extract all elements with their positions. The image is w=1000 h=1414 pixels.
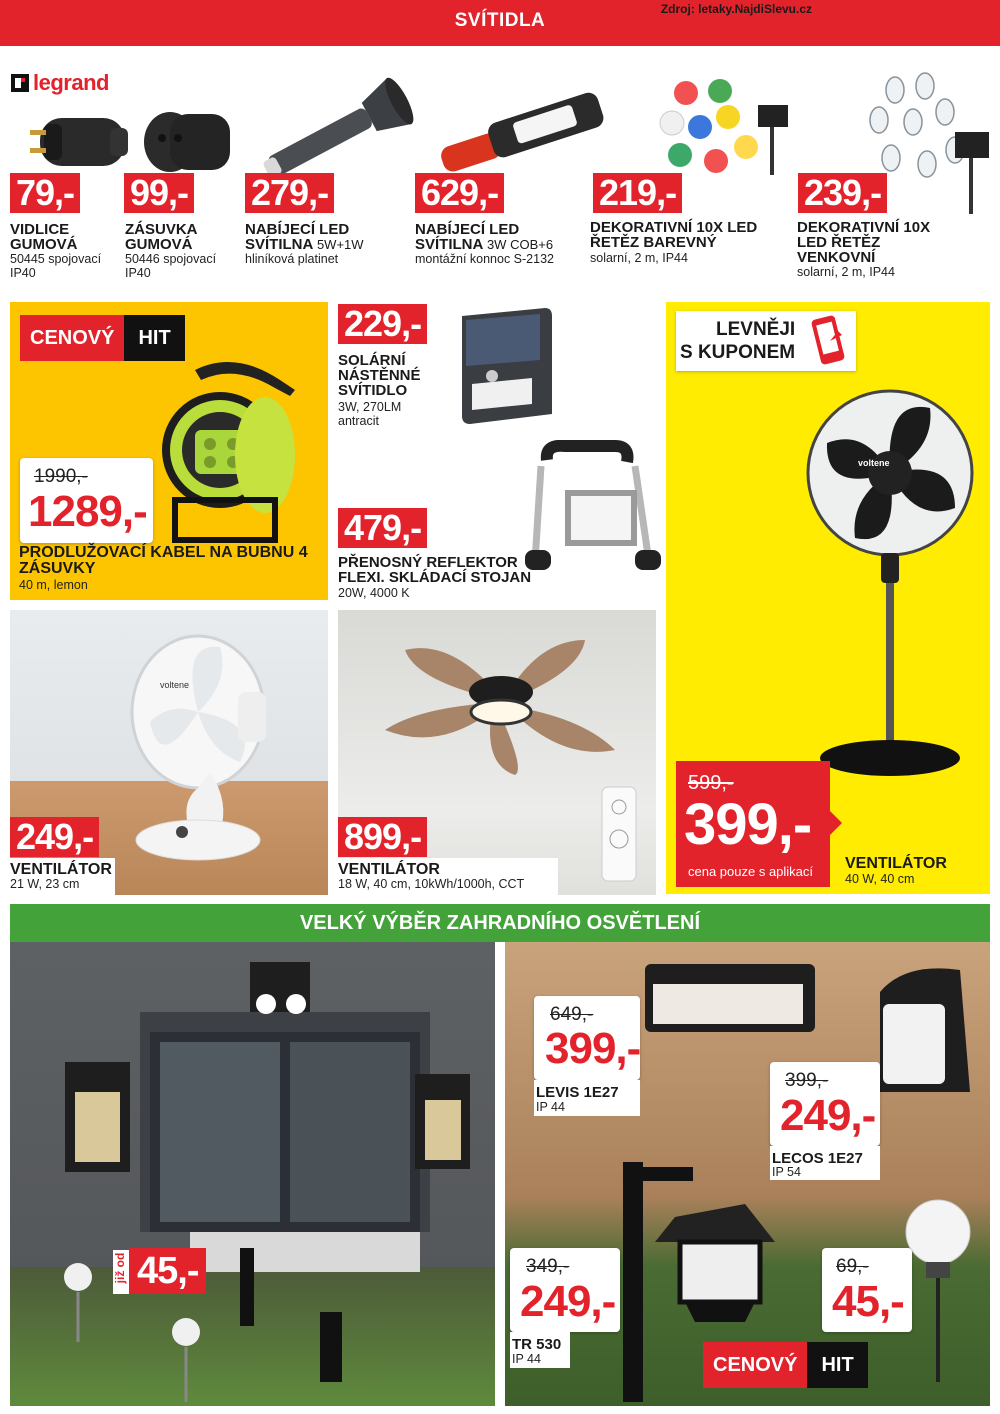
solar-light-name: SOLÁRNÍ NÁSTĚNNÉ SVÍTIDLO — [338, 352, 421, 399]
price-tag-5: 219,- — [593, 173, 682, 213]
tr530-name: TR 530 — [512, 1336, 562, 1353]
page-title: SVÍTIDLA — [454, 10, 546, 31]
garden-from-price: 45,- — [129, 1248, 206, 1294]
house-facade-image — [10, 942, 495, 1406]
source-label: Zdroj: letaky.NajdiSlevu.cz — [660, 2, 812, 16]
solar-wall-light-image — [450, 306, 565, 431]
product-name-2: ZÁSUVKA GUMOVÁ — [125, 221, 197, 253]
product-name-4-main: NABÍJECÍ LED SVÍTILNA — [415, 221, 520, 253]
cable-reel-name: PRODLUŽOVACÍ KABEL NA BUBNU 4 ZÁSUVKY — [19, 544, 308, 577]
levis-desc: IP 44 — [536, 1100, 565, 1114]
tr530-price: 249,- — [520, 1277, 616, 1326]
product-desc-5: solarní, 2 m, IP44 — [590, 251, 688, 265]
cable-reel-old-price: 1990,- — [34, 466, 88, 487]
product-desc-2: 50446 spojovací IP40 — [125, 252, 217, 280]
product-desc-4: montážní konnoc S-2132 — [415, 252, 554, 266]
product-name-3-main: NABÍJECÍ LED SVÍTILNA — [245, 221, 350, 253]
cenovy-hit-badge-2 — [703, 1342, 868, 1388]
legrand-logo-icon — [10, 73, 30, 93]
coupon-line-1: LEVNĚJI — [716, 319, 796, 340]
lecos-desc: IP 54 — [772, 1165, 801, 1179]
rubber-socket-image — [140, 100, 240, 180]
tr530-desc: IP 44 — [512, 1352, 541, 1366]
product-name-3 — [245, 222, 405, 252]
reflector-desc: 20W, 4000 K — [338, 586, 410, 600]
levis-price: 399,- — [545, 1024, 641, 1073]
product-name-4 — [415, 222, 585, 252]
coupon-badge-text — [680, 318, 796, 364]
coupon-fan-price: 399,- — [684, 792, 812, 857]
solar-light-desc: 3W, 270LM antracit — [338, 400, 402, 428]
coupon-fan-old-price: 599,- — [688, 772, 734, 794]
led-work-light-image — [425, 75, 615, 175]
desk-fan-name: VENTILÁTOR — [10, 861, 112, 878]
cenovy-hit-badge-2-a: CENOVÝ — [703, 1342, 807, 1388]
price-tag-4: 629,- — [415, 173, 504, 213]
product-name-3-extra: 5W+1W — [316, 237, 364, 252]
levis-old-price: 649,- — [550, 1004, 594, 1025]
lecos-price: 249,- — [780, 1091, 876, 1140]
standing-fan-brand: voltene — [858, 458, 890, 468]
cable-reel-desc: 40 m, lemon — [19, 578, 88, 592]
solar-stake-old-price: 69,- — [836, 1256, 869, 1277]
phone-coupon-icon — [808, 313, 852, 369]
cenovy-hit-badge-1 — [20, 315, 185, 361]
garden-title: VELKÝ VÝBĚR ZAHRADNÍHO OSVĚTLENÍ — [299, 912, 701, 934]
cenovy-hit-badge-1-a: CENOVÝ — [20, 315, 124, 361]
legrand-logo-text: legrand — [33, 70, 109, 95]
cable-reel-price: 1289,- — [28, 487, 147, 536]
desk-fan-image — [120, 612, 280, 872]
coupon-fan-note: cena pouze s aplikací — [688, 864, 814, 879]
price-tag-2: 99,- — [124, 173, 194, 213]
remote-control-image — [600, 785, 640, 885]
product-name-4-extra: 3W COB+6 — [486, 237, 554, 252]
levis-name: LEVIS 1E27 — [536, 1084, 619, 1101]
from-label: již od — [113, 1252, 127, 1284]
solar-light-price: 229,- — [338, 304, 427, 344]
product-desc-1: 50445 spojovací IP40 — [10, 252, 102, 280]
desk-fan-brand: voltene — [160, 680, 190, 690]
desk-fan-price: 249,- — [10, 817, 99, 857]
legrand-logo — [10, 70, 109, 96]
standing-fan-image — [805, 378, 975, 818]
ceiling-fan-price: 899,- — [338, 817, 427, 857]
coupon-line-2: S KUPONEM — [680, 342, 796, 363]
desk-fan-desc: 21 W, 23 cm — [10, 877, 80, 891]
cenovy-hit-badge-1-b: HIT — [124, 315, 184, 361]
product-desc-3: hliníková platinet — [245, 252, 339, 266]
solar-stake-price: 45,- — [832, 1277, 904, 1326]
product-name-6: DEKORATIVNÍ 10X LED ŘETĚZ VENKOVNÍ — [797, 219, 931, 266]
price-tag-1: 79,- — [10, 173, 80, 213]
rechargeable-flashlight-image — [255, 68, 425, 178]
reflector-name: PŘENOSNÝ REFLEKTOR FLEXI. SKLÁDACÍ STOJAN — [338, 554, 532, 586]
ceiling-fan-image — [375, 620, 625, 780]
ceiling-fan-name: VENTILÁTOR — [338, 861, 440, 878]
lecos-name: LECOS 1E27 — [772, 1150, 863, 1167]
product-name-5: DEKORATIVNÍ 10X LED ŘETĚZ BAREVNÝ — [590, 219, 758, 251]
lecos-old-price: 399,- — [785, 1070, 829, 1091]
coupon-fan-desc: 40 W, 40 cm — [845, 872, 915, 886]
ceiling-fan-desc: 18 W, 40 cm, 10kWh/1000h, CCT — [338, 877, 525, 891]
product-desc-6: solarní, 2 m, IP44 — [797, 265, 895, 279]
reflector-price: 479,- — [338, 508, 427, 548]
price-tag-6: 239,- — [798, 173, 887, 213]
coupon-fan-name: VENTILÁTOR — [845, 855, 947, 872]
tr530-old-price: 349,- — [526, 1256, 570, 1277]
price-tag-3: 279,- — [245, 173, 334, 213]
product-name-1: VIDLICE GUMOVÁ — [10, 221, 78, 253]
cable-reel-image — [155, 360, 315, 550]
cenovy-hit-badge-2-b: HIT — [807, 1342, 867, 1388]
